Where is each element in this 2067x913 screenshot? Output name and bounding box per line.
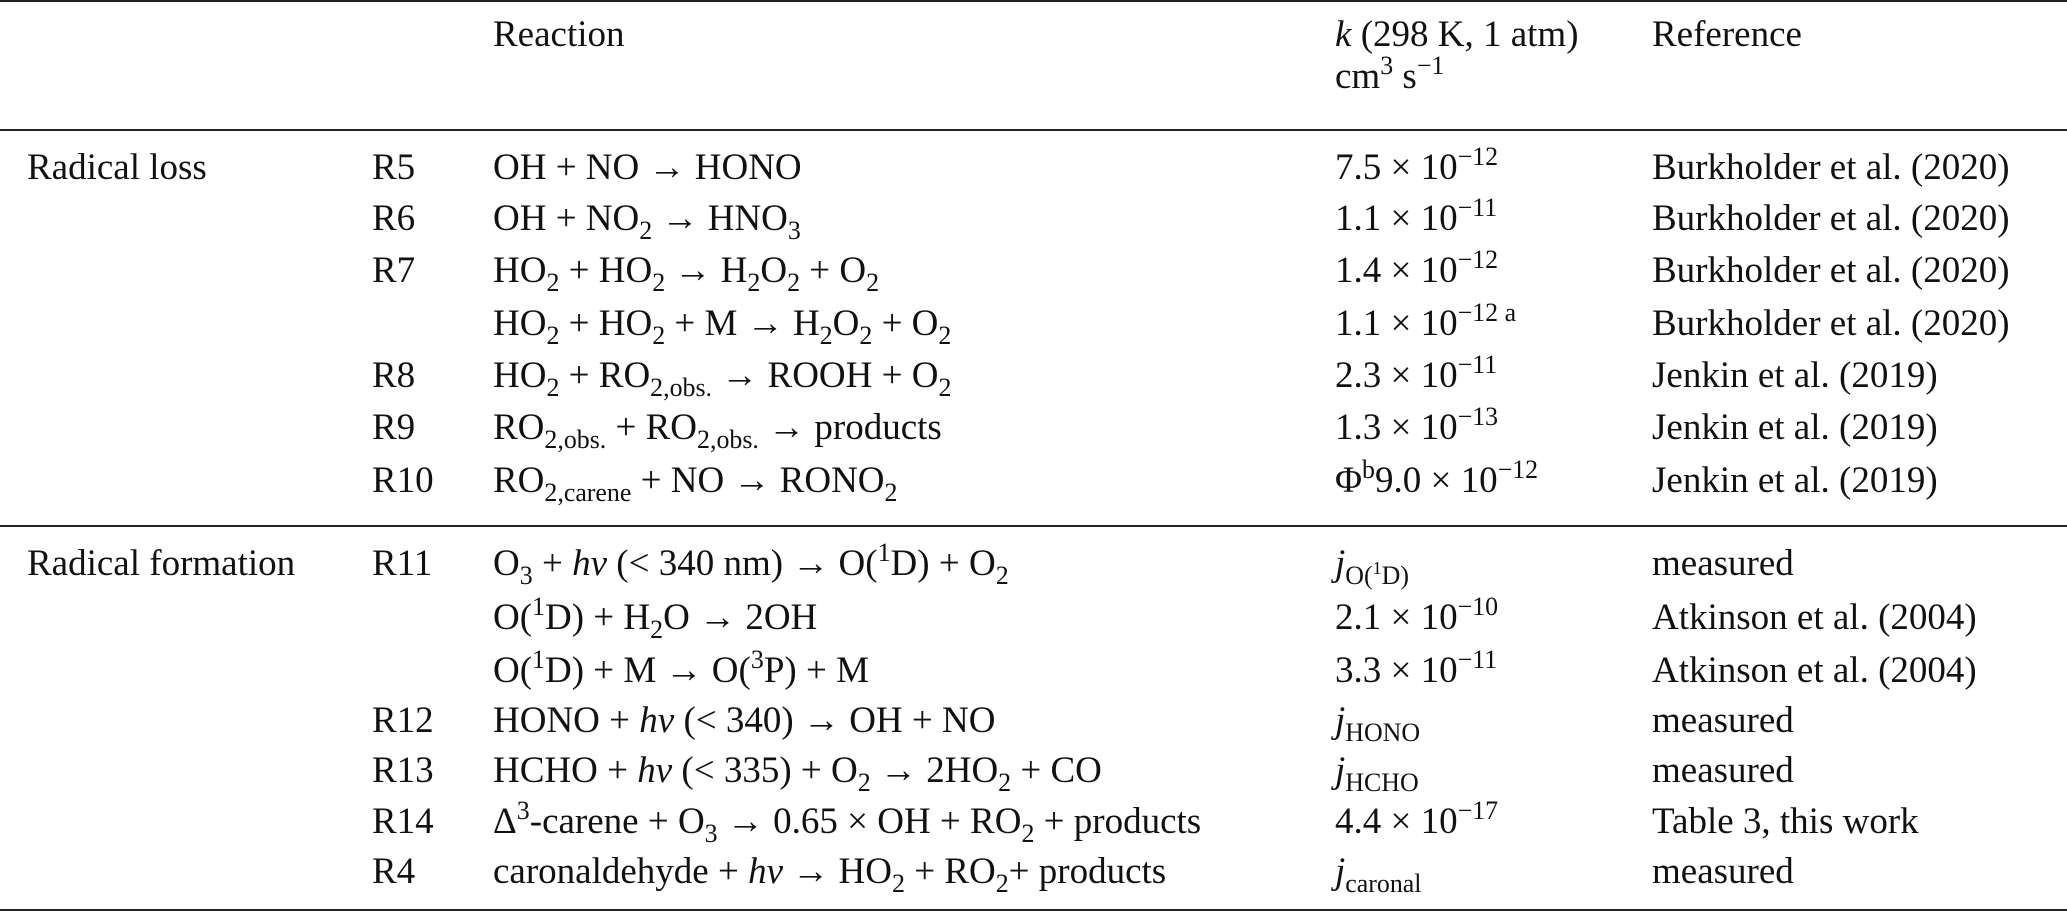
reaction-id: R12 xyxy=(372,700,434,741)
rate-constant: $2.3 \times 10^{-11}$ xyxy=(1335,349,1498,396)
reaction-equation: $RO_{2,obs.} + RO_{2,obs.}$ → products xyxy=(493,407,942,455)
table-row xyxy=(0,796,2067,848)
rate-constant: $1.4 \times 10^{-12}$ xyxy=(1335,244,1499,291)
rate-constant: $7.5 \times 10^{-12}$ xyxy=(1335,141,1499,188)
reference: Burkholder et al. (2020) xyxy=(1652,147,2010,188)
rate-constant: $j_{HONO}$ xyxy=(1335,700,1421,748)
table-row xyxy=(0,193,2067,245)
table-row xyxy=(0,455,2067,507)
reaction-id: R6 xyxy=(372,198,416,239)
reference: Jenkin et al. (2019) xyxy=(1652,407,1938,448)
table-row xyxy=(0,846,2067,898)
rate-constant: $4.4 \times 10^{-17}$ xyxy=(1335,795,1499,842)
rate-constant: $j_{HCHO}$ xyxy=(1335,750,1419,798)
rate-constant: $1.3 \times 10^{-13}$ xyxy=(1335,401,1499,448)
reaction-equation: HONO + hν (< 340) → OH + NO xyxy=(493,700,996,741)
reaction-id: R10 xyxy=(372,460,434,501)
reaction-id: R9 xyxy=(372,407,416,448)
reference: Atkinson et al. (2004) xyxy=(1652,650,1977,691)
reference: measured xyxy=(1652,750,1794,791)
reaction-equation: $HO_2 + HO_2 + M \to H_2O_2 + O_2$ xyxy=(493,303,952,351)
group-label: Radical formation xyxy=(27,543,296,584)
reaction-id: R7 xyxy=(372,250,416,291)
reference: Burkholder et al. (2020) xyxy=(1652,303,2010,344)
rate-constant: $2.1 \times 10^{-10}$ xyxy=(1335,591,1499,638)
reaction-id: R4 xyxy=(372,851,416,892)
reaction-equation: OH + $NO_2 \to HNO_3$ xyxy=(493,198,801,246)
reference: Table 3, this work xyxy=(1652,801,1919,842)
rate-constant: $j_{caronal}$ xyxy=(1335,851,1422,899)
reaction-equation: $RO_{2,carene}$ + NO → $RONO_2$ xyxy=(493,460,898,508)
reference: measured xyxy=(1652,700,1794,741)
reaction-id: R5 xyxy=(372,147,416,188)
reaction-equation: $HO_2 + HO_2 \to H_2O_2 + O_2$ xyxy=(493,250,880,298)
table-row xyxy=(0,592,2067,644)
reaction-equation: $\Delta^3$-carene + $O_3 \to 0.65$ × OH + $RO_2$ + products xyxy=(493,795,1202,849)
table-row xyxy=(0,142,2067,194)
header-reaction: Reaction xyxy=(493,14,625,55)
reaction-id: R8 xyxy=(372,355,416,396)
rate-constant: $\Phi^b9.0 \times 10^{-12}$ xyxy=(1335,454,1539,501)
reaction-equation: O($^1$D) + M → O($^3$P) + M xyxy=(493,644,869,691)
reference: Burkholder et al. (2020) xyxy=(1652,198,2010,239)
reaction-id: R11 xyxy=(372,543,433,584)
reaction-equation: $O(^1D) + H_2O \to 2OH$ xyxy=(493,591,818,645)
reference: Burkholder et al. (2020) xyxy=(1652,250,2010,291)
reaction-equation: $O_3 + h\nu$ (< 340 $nm) \to O(^1D) + O_2$ xyxy=(493,537,1009,591)
rate-constant: $j_{O(^1D)}$ xyxy=(1335,543,1409,591)
header-reference: Reference xyxy=(1652,14,1802,55)
reference: Jenkin et al. (2019) xyxy=(1652,460,1938,501)
reference: Atkinson et al. (2004) xyxy=(1652,597,1977,638)
rate-constant: $3.3 \times 10^{-11}$ xyxy=(1335,644,1498,691)
table-top-rule xyxy=(0,0,2067,2)
table-row xyxy=(0,245,2067,297)
reference: Jenkin et al. (2019) xyxy=(1652,355,1938,396)
table-row xyxy=(0,298,2067,350)
reaction-id: R13 xyxy=(372,750,434,791)
table-row xyxy=(0,350,2067,402)
reaction-equation: HCHO + hν (< $335) + O_2 \to 2HO_2$ + CO xyxy=(493,750,1102,798)
header-rate-constant: k (298 K, 1 atm) $cm^3$ $s^{-1}$ xyxy=(1335,14,1579,97)
reference: measured xyxy=(1652,543,1794,584)
table-row xyxy=(0,402,2067,454)
group-label: Radical loss xyxy=(27,147,207,188)
reaction-equation: $HO_2 + RO_{2,obs.}$ → ROOH + $O_2$ xyxy=(493,355,952,403)
table-row xyxy=(0,538,2067,590)
rate-constant: $1.1 \times 10^{-11}$ xyxy=(1335,192,1498,239)
table-bottom-rule xyxy=(0,909,2067,911)
table-row xyxy=(0,695,2067,747)
rate-constant: $1.1 \times 10^{-12 a}$ xyxy=(1335,297,1517,344)
section-rule xyxy=(0,525,2067,527)
reaction-equation: caronaldehyde + $h\nu \to HO_2 + RO_2+$ products xyxy=(493,851,1167,899)
reference: measured xyxy=(1652,851,1794,892)
table-row xyxy=(0,645,2067,697)
reaction-id: R14 xyxy=(372,801,434,842)
reaction-equation: OH + NO → HONO xyxy=(493,147,802,188)
table-row xyxy=(0,745,2067,797)
header-rule xyxy=(0,129,2067,131)
